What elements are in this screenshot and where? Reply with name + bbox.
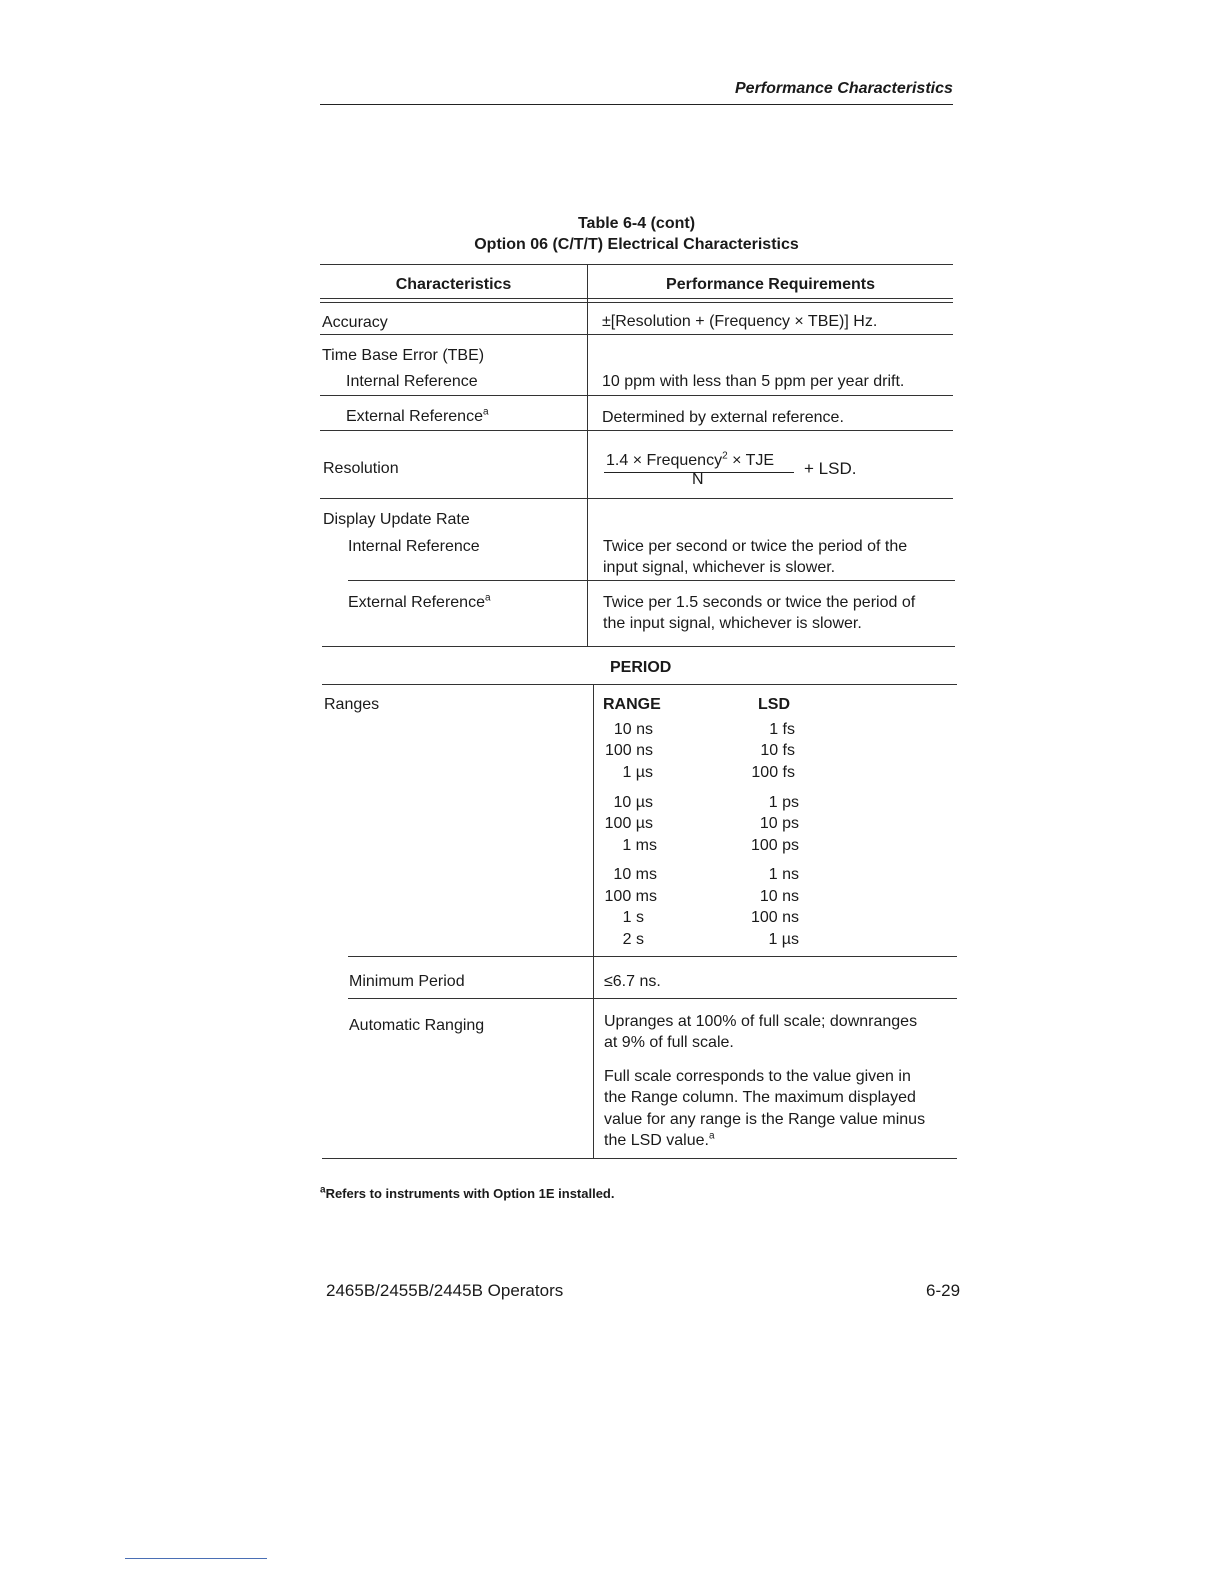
display-internal-label: Internal Reference <box>348 538 480 555</box>
range-value: 100 ms <box>604 888 657 905</box>
auto-ranging-p1-line2: at 9% of full scale. <box>604 1034 734 1051</box>
row-rule <box>320 334 953 335</box>
range-value: 10 ms <box>613 866 657 883</box>
accuracy-value: ±[Resolution + (Frequency × TBE)] Hz. <box>602 313 878 330</box>
footnote: $^a$Refers to instruments with Option 1E installed. <box>320 1184 615 1201</box>
lsd-value: 10 fs <box>760 742 795 759</box>
lsd-column-header: LSD <box>758 696 790 713</box>
table-bottom-rule <box>322 1158 957 1159</box>
range-value: 1 µs <box>622 764 653 781</box>
resolution-numerator: 1.4 × Frequency$^2$ × TJE <box>606 450 775 469</box>
display-internal-line2: input signal, whichever is slower. <box>603 559 836 576</box>
range-column-header: RANGE <box>603 696 661 713</box>
tbe-label: Time Base Error (TBE) <box>322 347 485 364</box>
tbe-internal-value: 10 ppm with less than 5 ppm per year drift. <box>602 373 905 390</box>
table-caption-number: Table 6-4 (cont) <box>577 215 696 232</box>
resolution-denominator: N <box>692 471 704 488</box>
row-rule <box>322 646 955 647</box>
display-external-line1: Twice per 1.5 seconds or twice the period of <box>603 594 916 611</box>
column-divider-upper <box>587 264 588 646</box>
display-update-label: Display Update Rate <box>323 511 470 528</box>
header-rule-2 <box>320 302 953 303</box>
header-rule-1 <box>320 298 953 299</box>
header-rule <box>320 104 953 105</box>
range-value: 1 ms <box>622 837 657 854</box>
range-value: 100 ns <box>604 742 653 759</box>
resolution-label: Resolution <box>323 460 399 477</box>
display-external-line2: the input signal, whichever is slower. <box>603 615 862 632</box>
auto-ranging-p2-line2: the Range column. The maximum displayed <box>604 1089 916 1106</box>
range-value: 10 µs <box>613 794 653 811</box>
col-header-performance: Performance Requirements <box>666 276 875 293</box>
period-section-title: PERIOD <box>610 659 672 676</box>
bottom-underline <box>125 1558 267 1559</box>
range-value: 10 ns <box>613 721 653 738</box>
lsd-value: 1 fs <box>769 721 795 738</box>
row-rule <box>348 580 955 581</box>
lsd-value: 100 fs <box>751 764 795 781</box>
range-value: 1 s <box>622 909 644 926</box>
row-rule <box>320 498 953 499</box>
tbe-internal-label: Internal Reference <box>346 373 478 390</box>
row-rule <box>348 956 957 957</box>
auto-ranging-label: Automatic Ranging <box>349 1017 485 1034</box>
display-internal-line1: Twice per second or twice the period of the <box>603 538 908 555</box>
lsd-value: 1 ps <box>768 794 799 811</box>
lsd-value: 1 ns <box>768 866 799 883</box>
row-rule <box>348 998 957 999</box>
lsd-value: 100 ps <box>750 837 799 854</box>
row-rule <box>322 684 957 685</box>
table-top-rule <box>320 264 953 265</box>
footer-manual-title: 2465B/2455B/2445B Operators <box>326 1281 564 1300</box>
running-header: Performance Characteristics <box>735 80 953 97</box>
accuracy-label: Accuracy <box>322 314 388 331</box>
col-header-characteristics: Characteristics <box>395 276 512 293</box>
auto-ranging-p2-line1: Full scale corresponds to the value given in <box>604 1068 911 1085</box>
footer-page-number: 6-29 <box>926 1281 961 1300</box>
lsd-value: 100 ns <box>750 909 799 926</box>
resolution-suffix: + LSD. <box>804 459 857 478</box>
table-caption-title: Option 06 (C/T/T) Electrical Characteristics <box>474 236 799 253</box>
range-value: 2 s <box>622 931 644 948</box>
range-value: 100 µs <box>604 815 653 832</box>
min-period-label: Minimum Period <box>349 973 465 990</box>
row-rule <box>320 395 953 396</box>
auto-ranging-p2-line3: value for any range is the Range value minus <box>604 1111 926 1128</box>
row-rule <box>320 430 953 431</box>
auto-ranging-p2-line4: the LSD value.$^a$ <box>604 1130 715 1149</box>
lsd-value: 10 ps <box>759 815 799 832</box>
display-external-label: External Reference$^a$ <box>348 592 491 611</box>
lsd-value: 10 ns <box>759 888 799 905</box>
tbe-external-label: External Reference$^a$ <box>346 406 489 425</box>
auto-ranging-p1-line1: Upranges at 100% of full scale; downranges <box>604 1013 918 1030</box>
lsd-value: 1 µs <box>768 931 799 948</box>
tbe-external-value: Determined by external reference. <box>602 409 844 426</box>
min-period-value: ≤6.7 ns. <box>604 973 661 990</box>
ranges-label: Ranges <box>324 696 380 713</box>
